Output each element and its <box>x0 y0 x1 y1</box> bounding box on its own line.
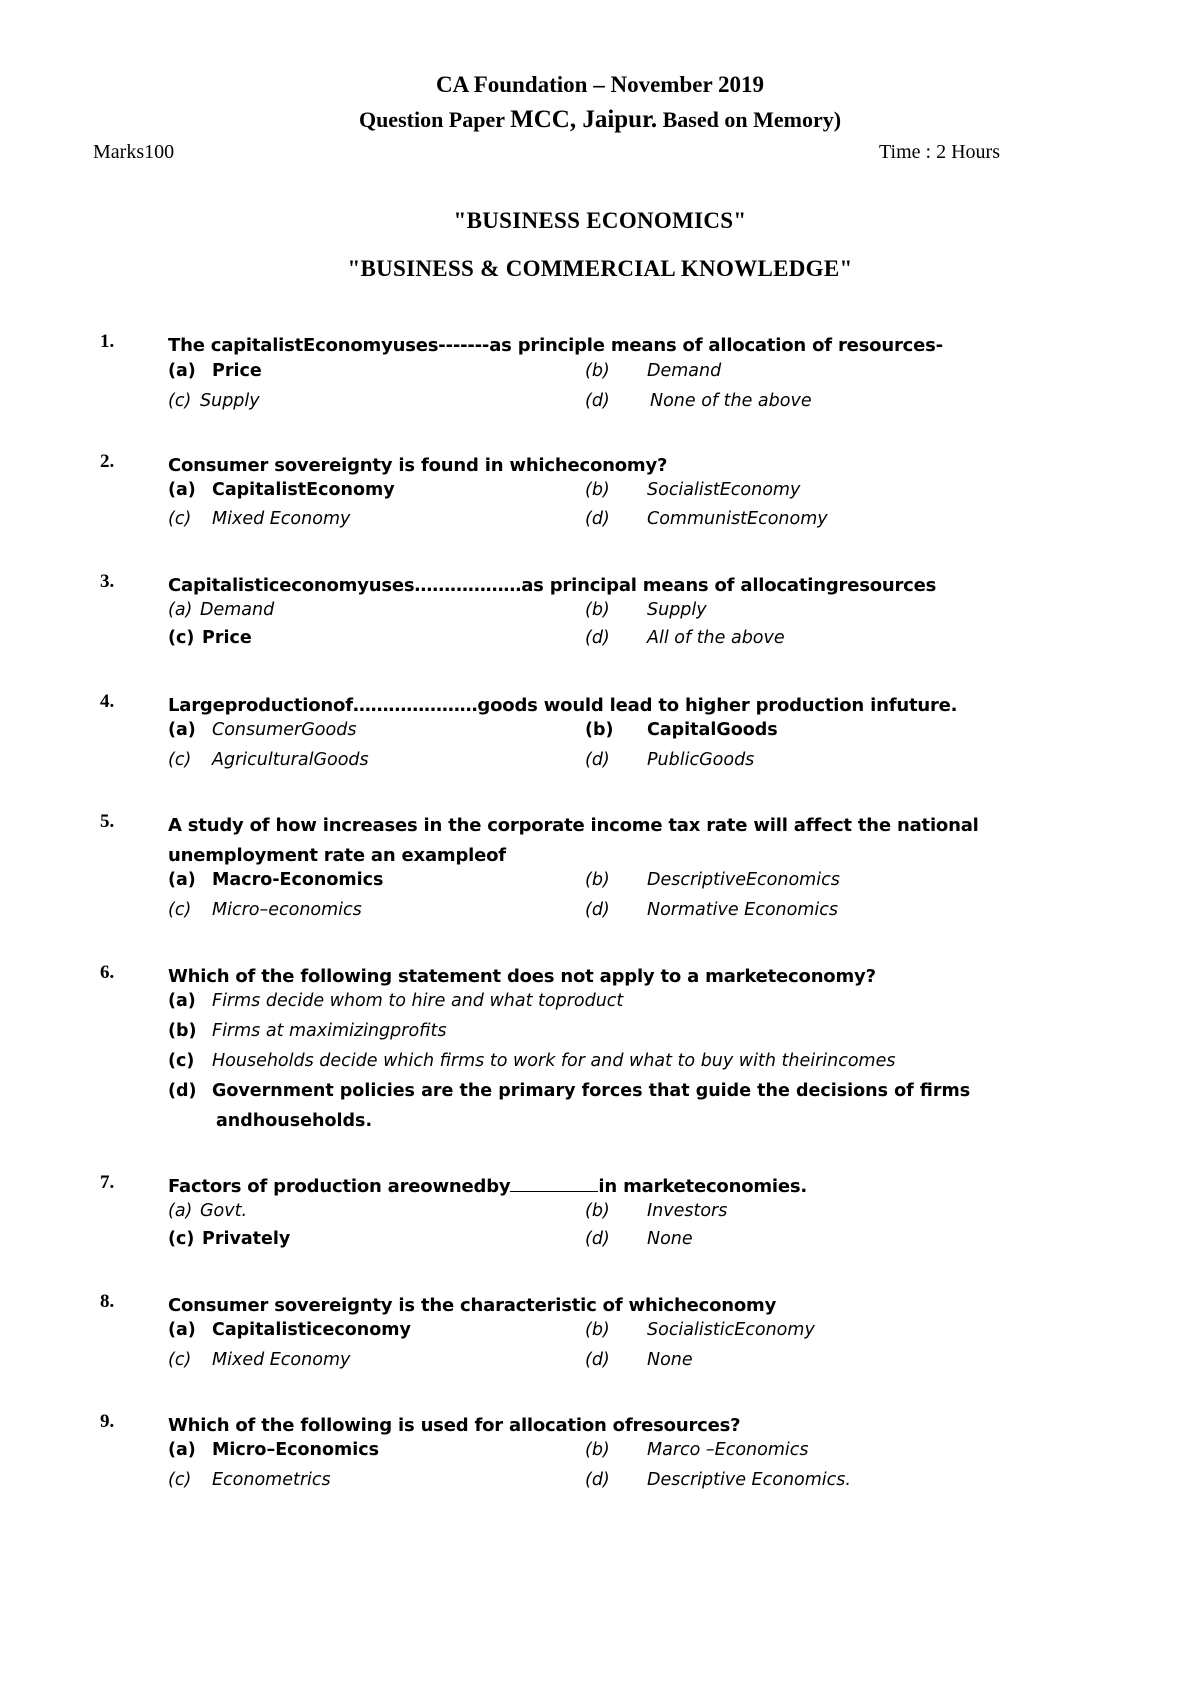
option-c <box>168 900 362 920</box>
question-text: Consumer sovereignty is the characteristic of whicheconomy <box>168 1295 777 1316</box>
question-text: Consumer sovereignty is found in whicheconomy? <box>168 455 668 476</box>
option-d-continued: andhouseholds. <box>216 1111 373 1131</box>
option-text: CommunistEconomy <box>647 509 828 529</box>
option-text: CapitalistEconomy <box>212 480 395 500</box>
option-text: Mixed Economy <box>212 1350 351 1370</box>
question-number: 4. <box>100 691 115 712</box>
option-label: (c) <box>168 391 192 411</box>
option-text: PublicGoods <box>647 750 755 770</box>
option-text: Supply <box>647 600 707 620</box>
option-b <box>585 870 840 890</box>
option-label: (d) <box>168 1081 197 1101</box>
option-text: Macro-Economics <box>212 870 384 890</box>
option-label: (d) <box>585 509 610 529</box>
option-b <box>585 361 721 381</box>
question-number: 3. <box>100 571 115 592</box>
option-text: Econometrics <box>212 1470 331 1490</box>
option-label: (d) <box>585 1229 610 1249</box>
option-label: (b) <box>585 361 610 381</box>
subtitle-institute: MCC, Jaipur. <box>510 106 658 133</box>
subject-subtitle: "BUSINESS & COMMERCIAL KNOWLEDGE" <box>347 256 853 281</box>
question-number: 2. <box>100 451 115 472</box>
option-label: (a) <box>168 1320 196 1340</box>
option-b <box>585 600 707 620</box>
option-d <box>168 1081 970 1101</box>
option-c <box>168 628 252 648</box>
option-text: SocialistEconomy <box>647 480 801 500</box>
question-text: Capitalisticeconomyuses………………as principal means of allocatingresources <box>168 575 937 596</box>
option-text: Supply <box>200 391 260 411</box>
option-c <box>168 391 260 411</box>
fill-in-blank <box>510 1173 598 1192</box>
question-number: 5. <box>100 811 115 832</box>
option-label: (d) <box>585 750 610 770</box>
option-label: (c) <box>168 628 195 648</box>
marks-label: Marks100 <box>93 141 175 163</box>
option-label: (a) <box>168 1201 193 1221</box>
option-a <box>168 1320 411 1340</box>
option-a <box>168 720 356 740</box>
option-label: (b) <box>585 480 610 500</box>
option-label: (b) <box>585 1440 610 1460</box>
option-a <box>168 600 274 620</box>
option-text: AgriculturalGoods <box>212 750 369 770</box>
option-b <box>585 1201 727 1221</box>
option-c <box>168 1470 331 1490</box>
option-text: None <box>647 1350 693 1370</box>
option-text: Demand <box>200 600 275 620</box>
option-text: DescriptiveEconomics <box>647 870 840 890</box>
question-text: The capitalistEconomyuses-------as principle means of allocation of resources- <box>168 335 943 356</box>
option-text: SocialisticEconomy <box>647 1320 815 1340</box>
option-label: (c) <box>168 750 192 770</box>
option-d <box>585 391 812 411</box>
option-text: Firms at maximizingprofits <box>212 1021 447 1041</box>
option-label: (c) <box>168 1051 195 1071</box>
option-label: (b) <box>585 720 614 740</box>
option-d <box>585 1350 693 1370</box>
option-b <box>168 1021 446 1041</box>
option-label: (a) <box>168 720 196 740</box>
exam-title: CA Foundation – November 2019 <box>436 72 764 97</box>
option-text: Privately <box>202 1229 291 1249</box>
question-text-end: in marketeconomies. <box>598 1176 808 1197</box>
option-label: (c) <box>168 509 192 529</box>
option-a <box>168 1201 247 1221</box>
option-text: Households decide which firms to work for and what to buy with theirincomes <box>212 1051 896 1071</box>
option-a <box>168 991 623 1011</box>
question-number: 1. <box>100 331 115 352</box>
option-text: Firms decide whom to hire and what toproduct <box>212 991 624 1011</box>
option-text: ConsumerGoods <box>212 720 357 740</box>
option-a <box>168 361 262 381</box>
option-label: (c) <box>168 1229 195 1249</box>
option-text: All of the above <box>647 628 785 648</box>
paper-subtitle <box>0 106 1200 134</box>
subtitle-prefix: Question Paper <box>358 107 511 132</box>
option-label: (a) <box>168 600 193 620</box>
option-c <box>168 750 369 770</box>
option-text: Demand <box>647 361 722 381</box>
option-d <box>585 750 754 770</box>
option-b <box>585 720 778 740</box>
option-b <box>585 1320 815 1340</box>
option-label: (b) <box>585 870 610 890</box>
option-label: (c) <box>168 1470 192 1490</box>
question-text: Which of the following statement does not apply to a marketeconomy? <box>168 966 876 987</box>
option-label: (d) <box>585 900 610 920</box>
option-a <box>168 870 383 890</box>
option-label: (b) <box>585 600 610 620</box>
option-b <box>585 480 800 500</box>
question-number: 9. <box>100 1411 115 1432</box>
option-label: (d) <box>585 1470 610 1490</box>
option-text: Government policies are the primary forces that guide the decisions of firms <box>212 1081 971 1101</box>
option-text: Mixed Economy <box>212 509 351 529</box>
option-b <box>585 1440 809 1460</box>
option-text: Investors <box>647 1201 728 1221</box>
subject-title: "BUSINESS ECONOMICS" <box>453 208 747 233</box>
option-text: Marco –Economics <box>647 1440 809 1460</box>
option-text: Capitalisticeconomy <box>212 1320 411 1340</box>
option-text: Micro–economics <box>212 900 362 920</box>
option-label: (d) <box>585 1350 610 1370</box>
option-label: (d) <box>585 628 610 648</box>
option-text: Descriptive Economics. <box>647 1470 851 1490</box>
question-number: 6. <box>100 962 115 983</box>
question-number: 8. <box>100 1291 115 1312</box>
question-text <box>168 1172 998 1202</box>
option-label: (a) <box>168 870 196 890</box>
option-label: (a) <box>168 361 196 381</box>
option-text: Govt. <box>200 1201 248 1221</box>
question-text: Which of the following is used for allocation ofresources? <box>168 1415 741 1436</box>
option-label: (d) <box>585 391 610 411</box>
option-text: CapitalGoods <box>647 720 778 740</box>
question-text: A study of how increases in the corporate income tax rate will affect the national unemployment rate an exampleof <box>168 815 979 866</box>
option-label: (a) <box>168 991 196 1011</box>
option-text: Price <box>202 628 252 648</box>
option-a <box>168 1440 379 1460</box>
option-text: Normative Economics <box>647 900 839 920</box>
option-label: (a) <box>168 480 196 500</box>
option-a <box>168 480 395 500</box>
option-c <box>168 1051 896 1071</box>
option-text: Micro–Economics <box>212 1440 380 1460</box>
option-text: None <box>647 1229 693 1249</box>
option-c <box>168 1229 290 1249</box>
option-label: (a) <box>168 1440 196 1460</box>
subtitle-suffix: Based on Memory) <box>657 107 842 132</box>
option-label: (b) <box>585 1320 610 1340</box>
option-text: None of the above <box>650 391 812 411</box>
option-c <box>168 1350 350 1370</box>
option-d <box>585 1229 693 1249</box>
question-text-start: Factors of production areownedby <box>168 1176 511 1197</box>
option-label: (c) <box>168 900 192 920</box>
time-label: Time : 2 Hours <box>879 141 1000 163</box>
option-label: (b) <box>168 1021 197 1041</box>
option-d <box>585 900 838 920</box>
option-text: Price <box>212 361 262 381</box>
option-label: (c) <box>168 1350 192 1370</box>
option-label: (b) <box>585 1201 610 1221</box>
option-d <box>585 509 828 529</box>
option-d <box>585 1470 851 1490</box>
option-c <box>168 509 350 529</box>
option-d <box>585 628 785 648</box>
question-text: Largeproductionof…………………goods would lead to higher production infuture. <box>168 695 958 716</box>
question-number: 7. <box>100 1172 115 1193</box>
